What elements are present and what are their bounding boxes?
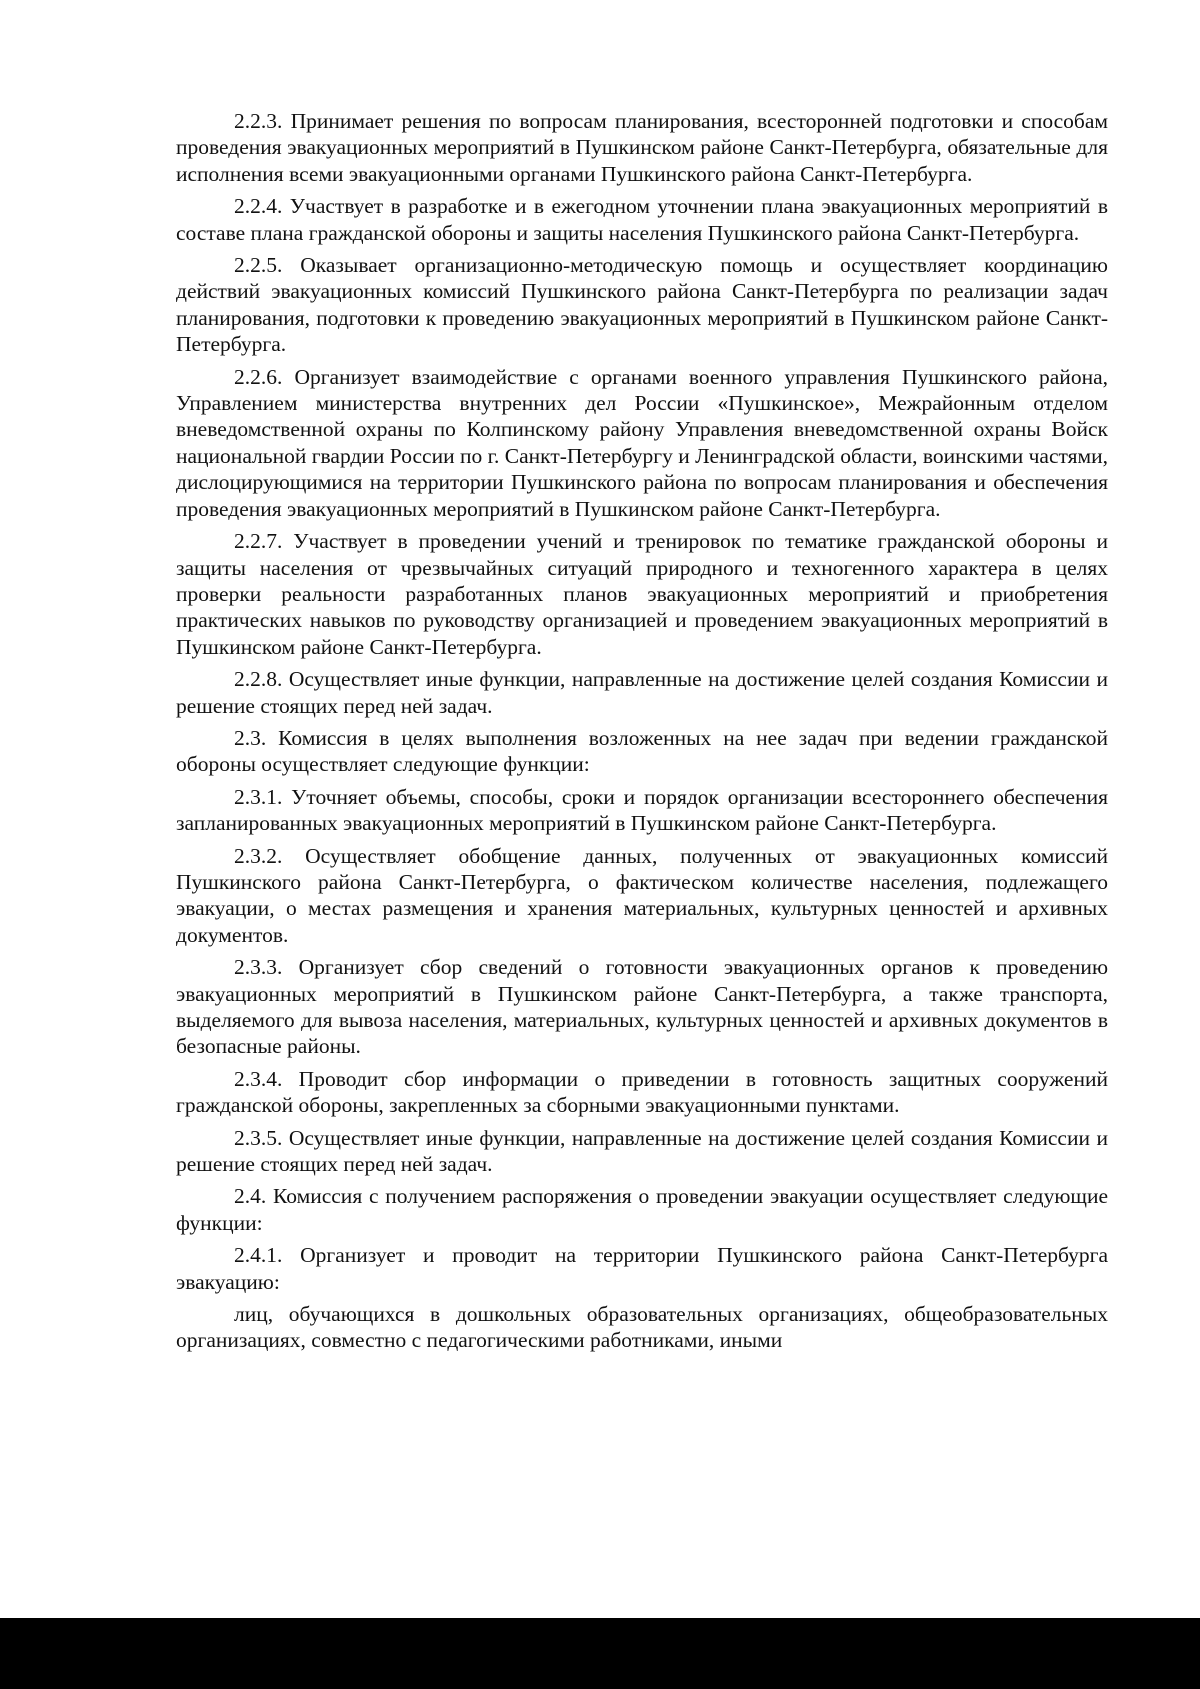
- document-body: [176, 108, 1108, 1360]
- paragraph-2-3-2: 2.3.2. Осуществляет обобщение данных, полученных от эвакуационных комиссий Пушкинского района Санкт-Петербурга, о фактическом количестве населения, подлежащего эвакуации, о местах размещения и хранения материальных, культурных ценностей и архивных документов.: [176, 843, 1108, 947]
- paragraph-2-3-3: 2.3.3. Организует сбор сведений о готовности эвакуационных органов к проведению эвакуационных мероприятий в Пушкинском районе Санкт-Петербурга, а также транспорта, выделяемого для вывоза населения, материальных, культурных ценностей и архивных документов в безопасные районы.: [176, 955, 1108, 1059]
- scan-bottom-border: [0, 1618, 1200, 1689]
- paragraph-evacuation-list-item: лиц, обучающихся в дошкольных образовательных организациях, общеобразовательных организациях, совместно с педагогическими работниками, иными: [176, 1302, 1108, 1353]
- paragraph-2-3-5: 2.3.5. Осуществляет иные функции, направленные на достижение целей создания Комиссии и решение стоящих перед ней задач.: [176, 1125, 1108, 1177]
- paragraph-2-3-1: 2.3.1. Уточняет объемы, способы, сроки и порядок организации всестороннего обеспечения запланированных эвакуационных мероприятий в Пушкинском районе Санкт-Петербурга.: [176, 784, 1108, 836]
- paragraph-2-2-6: 2.2.6. Организует взаимодействие с органами военного управления Пушкинского района, Управлением министерства внутренних дел России «Пушкинское», Межрайонным отделом вневедомственной охраны по Колпинскому району Управления вневедомственной охраны Войск национальной гвардии России по г. Санкт-Петербургу и Ленинградской области, воинскими частями, дислоцирующимися на территории Пушкинского района по вопросам планирования и обеспечения проведения эвакуационных мероприятий в Пушкинском районе Санкт-Петербурга.: [176, 364, 1108, 521]
- paragraph-2-2-5: 2.2.5. Оказывает организационно-методическую помощь и осуществляет координацию действий эвакуационных комиссий Пушкинского района Санкт-Петербурга по реализации задач планирования, подготовки к проведению эвакуационных мероприятий в Пушкинском районе Санкт-Петербурга.: [176, 253, 1108, 357]
- paragraph-2-2-4: 2.2.4. Участвует в разработке и в ежегодном уточнении плана эвакуационных мероприятий в составе плана гражданской обороны и защиты населения Пушкинского района Санкт-Петербурга.: [176, 194, 1108, 245]
- paragraph-2-4: 2.4. Комиссия с получением распоряжения о проведении эвакуации осуществляет следующие функции:: [176, 1184, 1108, 1235]
- paragraph-2-3-4: 2.3.4. Проводит сбор информации о приведении в готовность защитных сооружений гражданской обороны, закрепленных за сборными эвакуационными пунктами.: [176, 1066, 1108, 1118]
- paragraph-2-2-7: 2.2.7. Участвует в проведении учений и тренировок по тематике гражданской обороны и защиты населения от чрезвычайных ситуаций природного и техногенного характера в целях проверки реальности разработанных планов эвакуационных мероприятий и приобретения практических навыков по руководству организацией и проведением эвакуационных мероприятий в Пушкинском районе Санкт-Петербурга.: [176, 529, 1108, 659]
- paragraph-2-2-3: 2.2.3. Принимает решения по вопросам планирования, всесторонней подготовки и способам проведения эвакуационных мероприятий в Пушкинском районе Санкт-Петербурга, обязательные для исполнения всеми эвакуационными органами Пушкинского района Санкт-Петербурга.: [176, 109, 1108, 186]
- paragraph-2-3: 2.3. Комиссия в целях выполнения возложенных на нее задач при ведении гражданской обороны осуществляет следующие функции:: [176, 725, 1108, 777]
- paragraph-2-2-8: 2.2.8. Осуществляет иные функции, направленные на достижение целей создания Комиссии и решение стоящих перед ней задач.: [176, 667, 1108, 718]
- paragraph-2-4-1: 2.4.1. Организует и проводит на территории Пушкинского района Санкт-Петербурга эвакуацию:: [176, 1243, 1108, 1294]
